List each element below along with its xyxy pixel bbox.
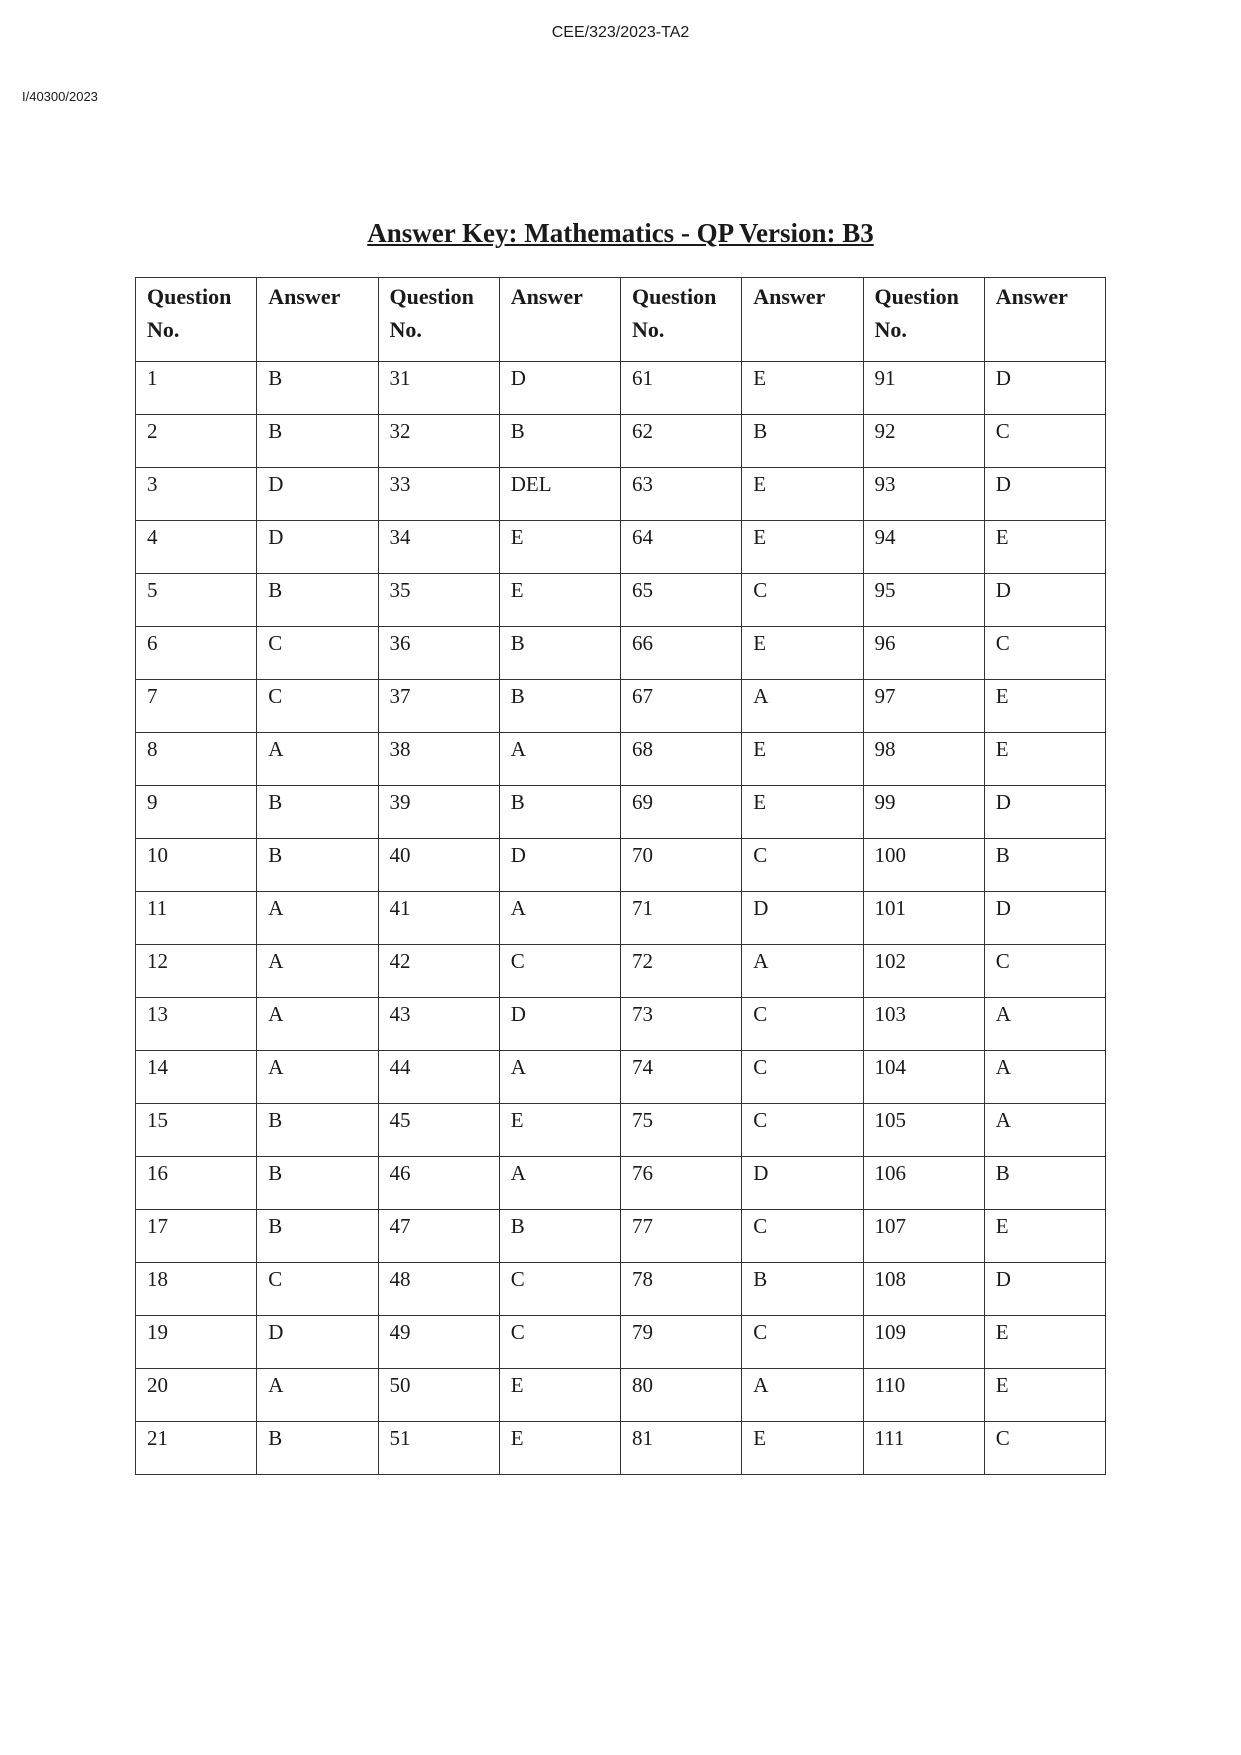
answer-cell: E <box>499 1369 620 1422</box>
question-number-cell: 95 <box>863 574 984 627</box>
question-number-cell: 107 <box>863 1210 984 1263</box>
answer-key-table <box>135 277 1106 1475</box>
question-number-cell: 109 <box>863 1316 984 1369</box>
answer-cell: B <box>257 415 378 468</box>
question-number-cell: 98 <box>863 733 984 786</box>
table-row <box>136 1369 1106 1422</box>
question-number-cell: 44 <box>378 1051 499 1104</box>
answer-cell: D <box>742 892 863 945</box>
answer-cell: A <box>257 892 378 945</box>
answer-cell: A <box>499 733 620 786</box>
answer-cell: C <box>742 839 863 892</box>
table-header-row <box>136 278 1106 362</box>
answer-cell: E <box>742 1422 863 1475</box>
answer-cell: D <box>984 574 1105 627</box>
question-number-cell: 106 <box>863 1157 984 1210</box>
answer-cell: C <box>257 627 378 680</box>
answer-cell: B <box>257 1422 378 1475</box>
answer-cell: C <box>742 1210 863 1263</box>
question-number-cell: 74 <box>621 1051 742 1104</box>
column-header-question-no: Question No. <box>378 278 499 362</box>
question-number-cell: 1 <box>136 362 257 415</box>
question-number-cell: 48 <box>378 1263 499 1316</box>
column-header-answer: Answer <box>742 278 863 362</box>
table-row <box>136 574 1106 627</box>
question-number-cell: 66 <box>621 627 742 680</box>
answer-cell: D <box>499 839 620 892</box>
answer-cell: E <box>742 521 863 574</box>
answer-cell: D <box>984 468 1105 521</box>
question-number-cell: 75 <box>621 1104 742 1157</box>
column-header-answer: Answer <box>257 278 378 362</box>
answer-cell: C <box>499 1263 620 1316</box>
answer-cell: E <box>499 1104 620 1157</box>
answer-cell: A <box>257 733 378 786</box>
answer-cell: B <box>984 839 1105 892</box>
answer-cell: D <box>984 1263 1105 1316</box>
answer-cell: D <box>984 892 1105 945</box>
answer-cell: C <box>499 1316 620 1369</box>
answer-cell: E <box>984 1316 1105 1369</box>
table-row <box>136 468 1106 521</box>
question-number-cell: 70 <box>621 839 742 892</box>
answer-cell: B <box>742 415 863 468</box>
question-number-cell: 69 <box>621 786 742 839</box>
question-number-cell: 41 <box>378 892 499 945</box>
question-number-cell: 93 <box>863 468 984 521</box>
answer-cell: B <box>499 1210 620 1263</box>
table-row <box>136 1104 1106 1157</box>
question-number-cell: 9 <box>136 786 257 839</box>
table-row <box>136 1263 1106 1316</box>
question-number-cell: 96 <box>863 627 984 680</box>
column-header-question-no: Question No. <box>136 278 257 362</box>
answer-cell: D <box>499 998 620 1051</box>
answer-cell: E <box>984 521 1105 574</box>
table-row <box>136 680 1106 733</box>
answer-cell: C <box>984 415 1105 468</box>
question-number-cell: 51 <box>378 1422 499 1475</box>
question-number-cell: 102 <box>863 945 984 998</box>
question-number-cell: 43 <box>378 998 499 1051</box>
question-number-cell: 42 <box>378 945 499 998</box>
question-number-cell: 8 <box>136 733 257 786</box>
answer-cell: C <box>984 627 1105 680</box>
question-number-cell: 110 <box>863 1369 984 1422</box>
question-number-cell: 21 <box>136 1422 257 1475</box>
answer-cell: A <box>257 945 378 998</box>
table-row <box>136 945 1106 998</box>
question-number-cell: 94 <box>863 521 984 574</box>
question-number-cell: 50 <box>378 1369 499 1422</box>
question-number-cell: 67 <box>621 680 742 733</box>
answer-cell: B <box>257 839 378 892</box>
answer-cell: E <box>499 574 620 627</box>
question-number-cell: 99 <box>863 786 984 839</box>
question-number-cell: 49 <box>378 1316 499 1369</box>
table-row <box>136 627 1106 680</box>
question-number-cell: 2 <box>136 415 257 468</box>
answer-cell: B <box>257 1210 378 1263</box>
question-number-cell: 17 <box>136 1210 257 1263</box>
question-number-cell: 34 <box>378 521 499 574</box>
answer-cell: E <box>742 362 863 415</box>
question-number-cell: 97 <box>863 680 984 733</box>
column-header-question-no: Question No. <box>863 278 984 362</box>
answer-cell: E <box>742 733 863 786</box>
answer-cell: B <box>499 786 620 839</box>
question-number-cell: 61 <box>621 362 742 415</box>
question-number-cell: 12 <box>136 945 257 998</box>
question-number-cell: 31 <box>378 362 499 415</box>
answer-cell: C <box>984 945 1105 998</box>
answer-cell: C <box>742 1051 863 1104</box>
answer-cell: DEL <box>499 468 620 521</box>
question-number-cell: 92 <box>863 415 984 468</box>
question-number-cell: 78 <box>621 1263 742 1316</box>
question-number-cell: 64 <box>621 521 742 574</box>
question-number-cell: 16 <box>136 1157 257 1210</box>
answer-cell: A <box>742 1369 863 1422</box>
answer-cell: A <box>257 998 378 1051</box>
table-row <box>136 1210 1106 1263</box>
answer-cell: C <box>257 680 378 733</box>
question-number-cell: 79 <box>621 1316 742 1369</box>
answer-cell: D <box>742 1157 863 1210</box>
table-row <box>136 998 1106 1051</box>
table-row <box>136 733 1106 786</box>
answer-cell: E <box>742 468 863 521</box>
question-number-cell: 91 <box>863 362 984 415</box>
answer-cell: E <box>984 1210 1105 1263</box>
question-number-cell: 35 <box>378 574 499 627</box>
question-number-cell: 72 <box>621 945 742 998</box>
question-number-cell: 40 <box>378 839 499 892</box>
answer-cell: E <box>499 521 620 574</box>
question-number-cell: 103 <box>863 998 984 1051</box>
answer-cell: B <box>499 680 620 733</box>
answer-cell: D <box>257 521 378 574</box>
table-row <box>136 892 1106 945</box>
answer-cell: B <box>257 786 378 839</box>
answer-cell: A <box>984 1104 1105 1157</box>
answer-cell: A <box>499 1051 620 1104</box>
question-number-cell: 77 <box>621 1210 742 1263</box>
column-header-answer: Answer <box>984 278 1105 362</box>
answer-cell: A <box>499 1157 620 1210</box>
answer-cell: E <box>742 627 863 680</box>
answer-cell: B <box>257 362 378 415</box>
answer-cell: A <box>257 1369 378 1422</box>
answer-cell: B <box>257 1157 378 1210</box>
answer-cell: D <box>257 1316 378 1369</box>
answer-cell: C <box>984 1422 1105 1475</box>
answer-cell: D <box>499 362 620 415</box>
answer-cell: A <box>984 998 1105 1051</box>
table-row <box>136 521 1106 574</box>
question-number-cell: 33 <box>378 468 499 521</box>
table-row <box>136 839 1106 892</box>
answer-cell: C <box>742 998 863 1051</box>
question-number-cell: 100 <box>863 839 984 892</box>
table-body <box>136 362 1106 1475</box>
table-row <box>136 1051 1106 1104</box>
question-number-cell: 71 <box>621 892 742 945</box>
question-number-cell: 101 <box>863 892 984 945</box>
answer-cell: B <box>499 627 620 680</box>
question-number-cell: 47 <box>378 1210 499 1263</box>
question-number-cell: 37 <box>378 680 499 733</box>
answer-cell: B <box>742 1263 863 1316</box>
table-row <box>136 1422 1106 1475</box>
question-number-cell: 32 <box>378 415 499 468</box>
column-header-answer: Answer <box>499 278 620 362</box>
question-number-cell: 46 <box>378 1157 499 1210</box>
answer-cell: B <box>257 574 378 627</box>
answer-cell: C <box>742 1316 863 1369</box>
question-number-cell: 105 <box>863 1104 984 1157</box>
answer-cell: A <box>984 1051 1105 1104</box>
question-number-cell: 111 <box>863 1422 984 1475</box>
answer-cell: D <box>984 362 1105 415</box>
table-row <box>136 415 1106 468</box>
question-number-cell: 20 <box>136 1369 257 1422</box>
answer-cell: D <box>984 786 1105 839</box>
table-row <box>136 362 1106 415</box>
page-title: Answer Key: Mathematics - QP Version: B3 <box>367 218 874 248</box>
question-number-cell: 7 <box>136 680 257 733</box>
answer-cell: C <box>742 1104 863 1157</box>
answer-cell: E <box>742 786 863 839</box>
question-number-cell: 108 <box>863 1263 984 1316</box>
answer-cell: A <box>742 945 863 998</box>
column-header-question-no: Question No. <box>621 278 742 362</box>
question-number-cell: 63 <box>621 468 742 521</box>
answer-cell: B <box>984 1157 1105 1210</box>
question-number-cell: 76 <box>621 1157 742 1210</box>
question-number-cell: 45 <box>378 1104 499 1157</box>
answer-cell: C <box>499 945 620 998</box>
table-row <box>136 1316 1106 1369</box>
question-number-cell: 68 <box>621 733 742 786</box>
question-number-cell: 36 <box>378 627 499 680</box>
table-row <box>136 1157 1106 1210</box>
answer-cell: B <box>257 1104 378 1157</box>
answer-cell: E <box>499 1422 620 1475</box>
answer-cell: C <box>742 574 863 627</box>
question-number-cell: 39 <box>378 786 499 839</box>
answer-cell: B <box>499 415 620 468</box>
question-number-cell: 13 <box>136 998 257 1051</box>
question-number-cell: 81 <box>621 1422 742 1475</box>
question-number-cell: 11 <box>136 892 257 945</box>
question-number-cell: 5 <box>136 574 257 627</box>
question-number-cell: 104 <box>863 1051 984 1104</box>
answer-cell: E <box>984 680 1105 733</box>
question-number-cell: 6 <box>136 627 257 680</box>
question-number-cell: 10 <box>136 839 257 892</box>
question-number-cell: 19 <box>136 1316 257 1369</box>
question-number-cell: 15 <box>136 1104 257 1157</box>
question-number-cell: 65 <box>621 574 742 627</box>
table-row <box>136 786 1106 839</box>
question-number-cell: 38 <box>378 733 499 786</box>
answer-cell: A <box>499 892 620 945</box>
answer-cell: D <box>257 468 378 521</box>
answer-cell: E <box>984 1369 1105 1422</box>
file-number: I/40300/2023 <box>22 89 98 104</box>
answer-cell: E <box>984 733 1105 786</box>
answer-cell: A <box>257 1051 378 1104</box>
question-number-cell: 18 <box>136 1263 257 1316</box>
question-number-cell: 73 <box>621 998 742 1051</box>
question-number-cell: 4 <box>136 521 257 574</box>
question-number-cell: 14 <box>136 1051 257 1104</box>
answer-cell: C <box>257 1263 378 1316</box>
document-reference-code: CEE/323/2023-TA2 <box>551 24 690 41</box>
question-number-cell: 80 <box>621 1369 742 1422</box>
answer-cell: A <box>742 680 863 733</box>
question-number-cell: 3 <box>136 468 257 521</box>
question-number-cell: 62 <box>621 415 742 468</box>
